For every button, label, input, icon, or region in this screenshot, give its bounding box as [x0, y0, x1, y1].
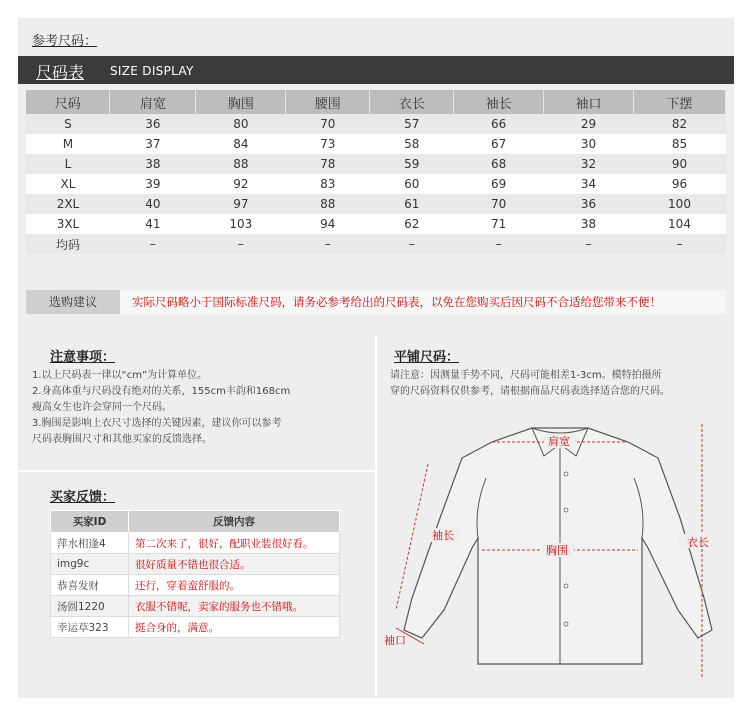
buyer-id: 汤圆1220 — [51, 596, 129, 617]
buyer-id: img9c — [51, 554, 129, 575]
shoulder-label: 肩宽 — [548, 435, 570, 448]
feedback-text: 第二次来了，很好，配职业装很好看。 — [129, 533, 340, 554]
size-guide-panel — [18, 18, 734, 698]
size-cell: 92 — [196, 174, 286, 194]
size-cell: 73 — [286, 134, 370, 154]
size-chart-subtitle: SIZE DISPLAY — [110, 64, 194, 78]
col-header: 袖长 — [454, 90, 544, 114]
size-cell: 70 — [454, 194, 544, 214]
notes-line: 瘦高女生也许会穿同一个尺码。 — [32, 402, 172, 413]
size-cell: 78 — [286, 154, 370, 174]
chest-label: 胸围 — [546, 544, 568, 557]
size-cell: 66 — [454, 114, 544, 134]
flat-size-line: 请注意：因测量手势不同，尺码可能相差1-3cm。模特拍摄所 — [390, 370, 662, 381]
table-row — [26, 194, 726, 214]
size-cell: 68 — [454, 154, 544, 174]
size-cell: – — [634, 234, 726, 254]
size-cell: 36 — [110, 114, 196, 134]
col-header: 胸围 — [196, 90, 286, 114]
shirt-diagram — [382, 398, 722, 688]
buyer-id: 幸运草323 — [51, 617, 129, 638]
size-cell: – — [544, 234, 634, 254]
col-header: 衣长 — [370, 90, 454, 114]
col-header: 买家ID — [51, 511, 129, 533]
feedback-text: 很好质量不错也很合适。 — [129, 554, 340, 575]
size-cell: 84 — [196, 134, 286, 154]
col-header: 袖口 — [544, 90, 634, 114]
size-cell: – — [196, 234, 286, 254]
feedback-header — [51, 511, 340, 533]
section-divider — [375, 336, 377, 696]
col-header: 肩宽 — [110, 90, 196, 114]
col-header: 腰围 — [286, 90, 370, 114]
size-cell: 30 — [544, 134, 634, 154]
size-cell: – — [286, 234, 370, 254]
size-cell: 80 — [196, 114, 286, 134]
size-cell: XL — [26, 174, 110, 194]
size-cell: 3XL — [26, 214, 110, 234]
size-chart-bar — [18, 56, 734, 84]
notes-line: 2.身高体重与尺码没有绝对的关系，155cm丰韵和168cm — [32, 386, 291, 397]
table-row — [51, 617, 340, 638]
size-cell: 62 — [370, 214, 454, 234]
size-cell: 60 — [370, 174, 454, 194]
buyer-id: 萍水相逢4 — [51, 533, 129, 554]
size-cell: – — [454, 234, 544, 254]
size-cell: 36 — [544, 194, 634, 214]
table-row — [26, 154, 726, 174]
table-row — [51, 554, 340, 575]
feedback-text: 挺合身的，满意。 — [129, 617, 340, 638]
table-row — [51, 596, 340, 617]
buyer-id: 恭喜发财 — [51, 575, 129, 596]
size-cell: 29 — [544, 114, 634, 134]
buying-advice-label: 选购建议 — [26, 290, 120, 314]
feedback-text: 还行，穿着蛮舒服的。 — [129, 575, 340, 596]
size-cell: 71 — [454, 214, 544, 234]
size-cell: 58 — [370, 134, 454, 154]
size-cell: M — [26, 134, 110, 154]
buying-advice — [26, 290, 726, 314]
size-cell: 82 — [634, 114, 726, 134]
size-cell: – — [370, 234, 454, 254]
flat-size-line: 穿的尺码资料仅供参考，请根据商品尺码表选择适合您的尺码。 — [390, 386, 670, 397]
buying-advice-text: 实际尺码略小于国际标准尺码，请务必参考给出的尺码表，以免在您购买后因尺码不合适给您带来不便！ — [120, 290, 726, 314]
notes-line: 1.以上尺码表一律以“cm”为计算单位。 — [32, 370, 208, 381]
size-cell: 38 — [544, 214, 634, 234]
section-divider — [18, 470, 375, 472]
size-cell: 57 — [370, 114, 454, 134]
length-label: 衣长 — [687, 536, 709, 549]
table-row — [51, 575, 340, 596]
size-cell: 59 — [370, 154, 454, 174]
size-cell: 85 — [634, 134, 726, 154]
size-cell: 67 — [454, 134, 544, 154]
flat-size-title: 平铺尺码： — [394, 350, 460, 365]
size-cell: S — [26, 114, 110, 134]
feedback-table — [50, 510, 340, 638]
size-cell: 2XL — [26, 194, 110, 214]
size-cell: L — [26, 154, 110, 174]
reference-size-title: 参考尺码： — [32, 34, 98, 49]
size-table-header — [26, 90, 726, 114]
size-cell: 32 — [544, 154, 634, 174]
notes-line: 尺码表胸围尺寸和其他买家的反馈选择。 — [32, 434, 212, 445]
sleeve-label: 袖长 — [432, 529, 454, 542]
table-row — [26, 174, 726, 194]
table-row — [26, 234, 726, 254]
size-cell: 40 — [110, 194, 196, 214]
size-cell: 均码 — [26, 234, 110, 254]
size-cell: 97 — [196, 194, 286, 214]
table-row — [51, 533, 340, 554]
notes-title: 注意事项： — [50, 350, 116, 365]
notes-text — [32, 368, 290, 448]
size-cell: 37 — [110, 134, 196, 154]
notes-line: 3.胸围是影响上衣尺寸选择的关键因素，建议你可以参考 — [32, 418, 282, 429]
size-cell: 70 — [286, 114, 370, 134]
flat-size-text — [390, 368, 670, 400]
size-cell: 94 — [286, 214, 370, 234]
size-cell: 83 — [286, 174, 370, 194]
size-cell: 34 — [544, 174, 634, 194]
table-row — [26, 214, 726, 234]
size-cell: 69 — [454, 174, 544, 194]
feedback-text: 衣服不错呢，卖家的服务也不错哦。 — [129, 596, 340, 617]
col-header: 尺码 — [26, 90, 110, 114]
size-cell: 100 — [634, 194, 726, 214]
size-cell: 41 — [110, 214, 196, 234]
size-cell: 88 — [286, 194, 370, 214]
table-row — [26, 134, 726, 154]
size-cell: 96 — [634, 174, 726, 194]
col-header: 下摆 — [634, 90, 726, 114]
size-cell: 103 — [196, 214, 286, 234]
col-header: 反馈内容 — [129, 511, 340, 533]
feedback-title: 买家反馈： — [50, 490, 116, 505]
size-chart-title: 尺码表 — [36, 63, 85, 82]
size-cell: 104 — [634, 214, 726, 234]
size-cell: 38 — [110, 154, 196, 174]
table-row — [26, 114, 726, 134]
size-cell: 39 — [110, 174, 196, 194]
size-cell: – — [110, 234, 196, 254]
size-cell: 61 — [370, 194, 454, 214]
cuff-label: 袖口 — [384, 634, 406, 647]
size-cell: 90 — [634, 154, 726, 174]
size-table — [26, 90, 726, 254]
size-cell: 88 — [196, 154, 286, 174]
